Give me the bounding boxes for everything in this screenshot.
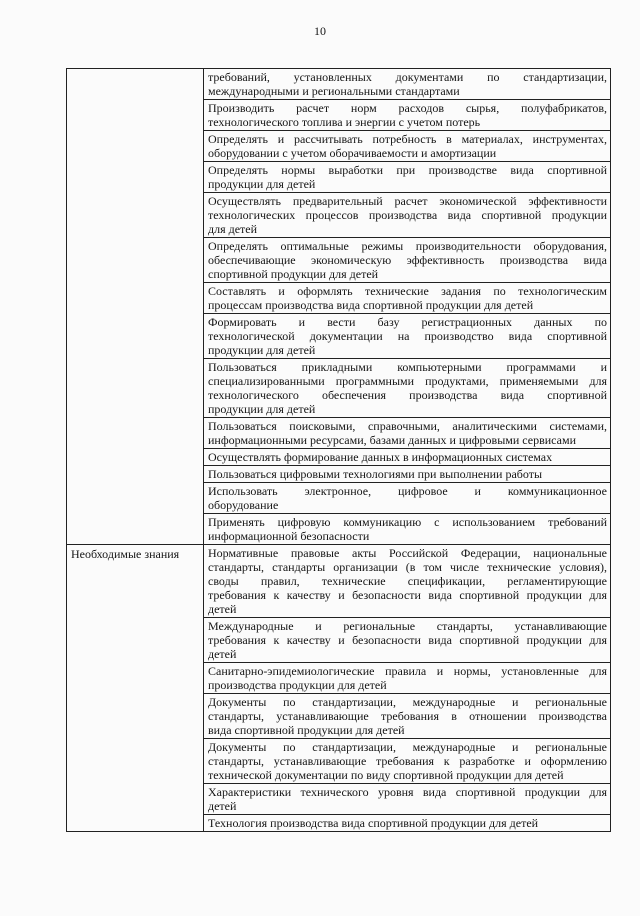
requirement-text-line: своды правил, технические спецификации, регламентирующие [208,574,607,588]
requirement-text-line: Нормативные правовые акты Российской Федерации, национальные [208,546,607,560]
table-row [67,69,611,100]
requirement-cell [204,618,611,663]
requirement-text-line: Определять нормы выработки при производстве вида спортивной [208,163,607,177]
requirement-text-line: информационной безопасности [208,529,370,543]
requirement-text-line: Определять и рассчитывать потребность в материалах, инструментах, [208,132,607,146]
requirement-text-line: стандарты, устанавливающие требования в отношении производства [208,709,607,723]
requirement-cell [204,514,611,545]
requirement-text-line: продукции для детей [208,343,316,357]
requirement-cell [204,314,611,359]
requirement-text-line: Составлять и оформлять технические задания по технологическим [208,284,607,298]
requirement-cell [204,100,611,131]
requirement-cell [204,193,611,238]
requirement-text-line: Формировать и вести базу регистрационных данных по [208,315,607,329]
section-label [71,70,200,71]
requirement-text-line: Производить расчет норм расходов сырья, полуфабрикатов, [208,101,607,115]
requirement-text-line: спортивной продукции для детей [208,267,379,281]
requirement-cell [204,815,611,832]
requirement-cell [204,283,611,314]
requirement-text-line: Пользоваться цифровыми технологиями при выполнении работы [208,467,543,481]
requirement-cell [204,739,611,784]
requirement-text-line: Применять цифровую коммуникацию с использованием требований [208,515,607,529]
requirement-text-line: технологического обеспечения производства вида спортивной [208,388,607,402]
requirement-cell [204,131,611,162]
requirement-text-line: для детей [208,222,258,236]
requirement-text-line: вида спортивной продукции для детей [208,723,405,737]
requirement-cell [204,69,611,100]
requirement-text-line: обеспечивающие экономическую эффективность производства вида [208,253,607,267]
requirement-text-line: детей [208,799,237,813]
requirement-text-line: Документы по стандартизации, международные и региональные [208,695,607,709]
requirement-text-line: продукции для детей [208,177,316,191]
requirement-text-line: Документы по стандартизации, международные и региональные [208,740,607,754]
requirement-text-line: Санитарно-эпидемиологические правила и нормы, установленные для [208,664,607,678]
requirement-text-line: специализированными программными продуктами, применяемыми для [208,374,607,388]
requirement-text-line: требования к качеству и безопасности вида спортивной продукции для [208,588,607,602]
requirement-text-line: Пользоваться поисковыми, справочными, аналитическими системами, [208,419,607,433]
requirement-text-line: Осуществлять формирование данных в информационных системах [208,450,553,464]
requirement-text-line: Использовать электронное, цифровое и коммуникационное [208,484,607,498]
requirement-text-line: требований, установленных документами по стандартизации, [208,70,607,84]
requirement-text-line: стандарты, устанавливающие требования к разработке и оформлению [208,754,607,768]
requirement-cell [204,663,611,694]
requirement-text-line: процессам производства вида спортивной продукции для детей [208,298,534,312]
requirement-text-line: технологической документации на производство вида спортивной [208,329,607,343]
requirement-text-line: Пользоваться прикладными компьютерными программами и [208,360,607,374]
section-label-cell [67,545,204,832]
requirement-text-line: продукции для детей [208,402,316,416]
requirement-text-line: детей [208,647,237,661]
requirement-text-line: стандарты, стандарты организации (в том числе технические условия), [208,560,607,574]
requirement-text-line: Международные и региональные стандарты, устанавливающие [208,619,607,633]
requirement-text-line: технической документации по виду спортивной продукции для детей [208,768,564,782]
requirement-cell [204,162,611,193]
requirement-text-line: технологических процессов производства вида спортивной продукции [208,208,607,222]
requirement-cell [204,545,611,618]
requirement-text-line: детей [208,602,237,616]
requirement-text-line: Осуществлять предварительный расчет экономической эффективности [208,194,607,208]
requirement-cell [204,784,611,815]
section-label: Необходимые знания [71,547,180,561]
requirement-text-line: Технология производства вида спортивной продукции для детей [208,816,539,830]
requirement-text-line: международными и региональными стандартами [208,84,460,98]
requirement-text-line: требования к качеству и безопасности вида спортивной продукции для [208,633,607,647]
requirement-cell [204,418,611,449]
requirement-text-line: технологического топлива и энергии с учетом потерь [208,115,481,129]
requirement-cell [204,359,611,418]
requirement-cell [204,449,611,466]
requirement-text-line: производства продукции для детей [208,678,387,692]
requirements-table [66,68,611,832]
requirement-text-line: оборудовании с учетом оборачиваемости и амортизации [208,146,497,160]
requirement-text-line: Характеристики технического уровня вида спортивной продукции для [208,785,607,799]
table-row [67,545,611,618]
section-label-cell [67,69,204,545]
requirement-cell [204,466,611,483]
requirement-text-line: информационными ресурсами, базами данных и цифровыми сервисами [208,433,576,447]
requirement-text-line: оборудование [208,498,279,512]
requirement-text-line: Определять оптимальные режимы производительности оборудования, [208,239,607,253]
page-number: 10 [314,24,326,38]
requirement-cell [204,694,611,739]
requirement-cell [204,238,611,283]
requirement-cell [204,483,611,514]
